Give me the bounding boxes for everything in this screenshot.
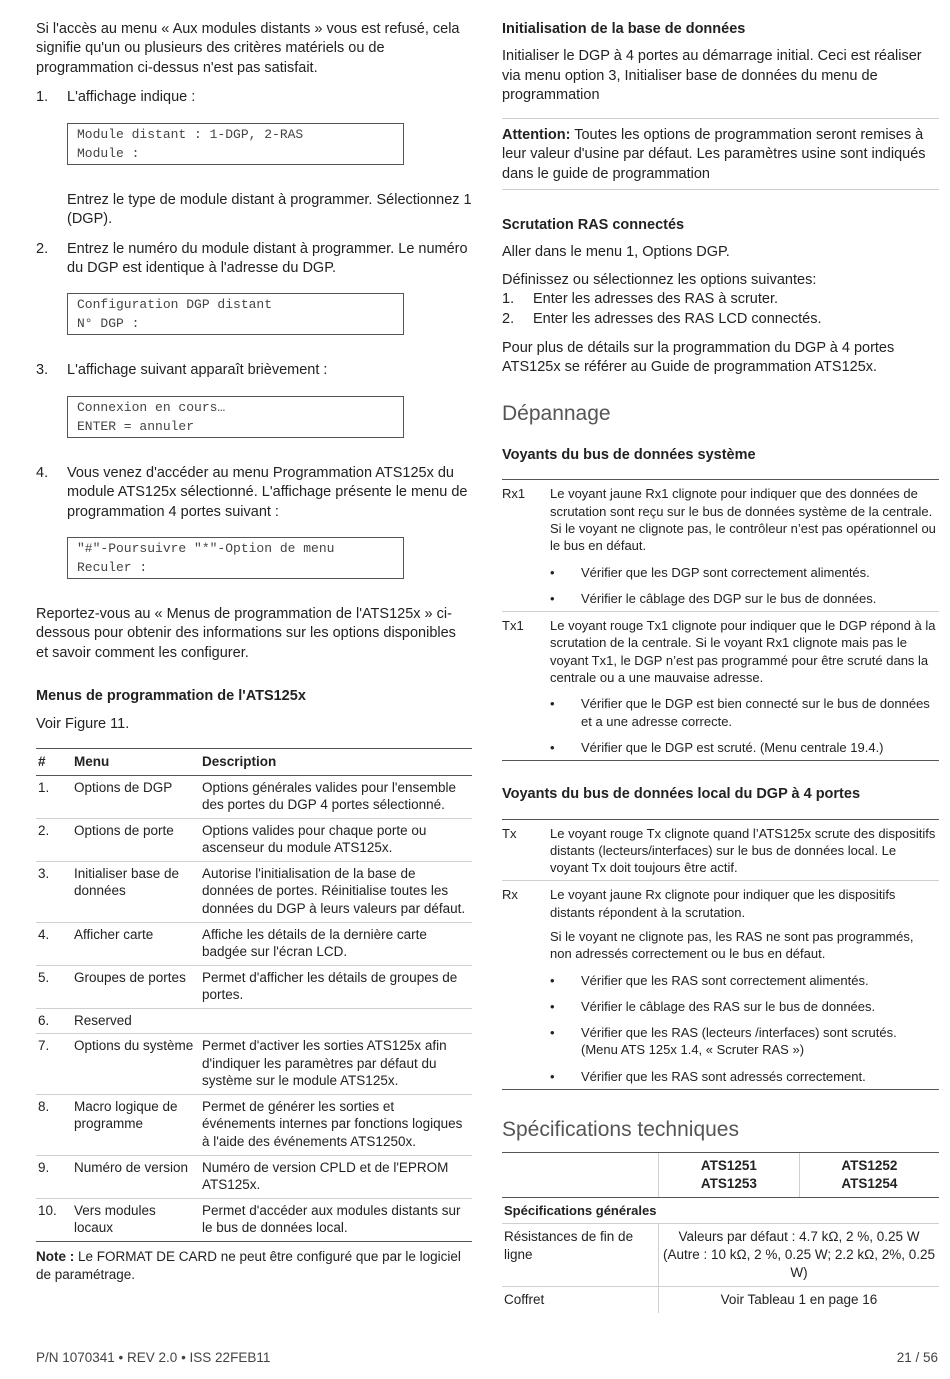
step-number: 3. <box>36 362 49 379</box>
row-description <box>200 1008 472 1034</box>
ras-more: Pour plus de détails sur la programmation du DGP à 4 portes ATS125x se référer au Guide de programmation ATS125x. <box>502 340 895 376</box>
led-text: Le voyant jaune Rx1 clignote pour indiquer que des données de scrutation sont reçu sur le bus de données système de la centrale. Si le voyant ne clignote pas, le contrôleur n’est pas opérationnel ou le bus en défaut. <box>550 486 936 554</box>
step-text: L'affichage indique : <box>67 89 196 106</box>
bullet-item <box>550 1068 937 1085</box>
row-number: 8. <box>36 1094 72 1155</box>
spec-subheader-row <box>502 1197 939 1223</box>
led-description <box>550 819 939 881</box>
led-text: Le voyant rouge Tx clignote quand l’ATS125x scrute des dispositifs distants (lecteurs/interfaces) sur le bus de données local. Le voyant Tx doit toujours être actif. <box>550 825 936 876</box>
led-description <box>550 480 939 612</box>
col-header-menu: Menu <box>72 749 200 776</box>
step-number: 1. <box>36 89 49 106</box>
row-description: Autorise l'initialisation de la base de données de portes. Réinitialise toutes les données du DGP à leurs valeurs par défaut. <box>200 861 472 922</box>
item-number: 1. <box>502 291 515 308</box>
lcd-display-2: Configuration DGP distant N° DGP : <box>67 293 404 335</box>
row-number: 6. <box>36 1008 72 1034</box>
bullet-item <box>550 1024 937 1059</box>
spec-value: Voir Tableau 1 en page 16 <box>659 1287 940 1313</box>
bullet-text: Vérifier que les RAS (lecteurs /interfaces) sont scrutés. (Menu ATS 125x 1.4, « Scruter RAS ») <box>581 1025 897 1058</box>
item-text: Enter les adresses des RAS LCD connectés. <box>533 310 822 327</box>
step-text: L'affichage suivant apparaît brièvement : <box>67 362 328 379</box>
bullet-text: Vérifier que les DGP sont correctement alimentés. <box>581 564 870 580</box>
spec-subheader: Spécifications générales <box>502 1197 939 1223</box>
led-code: Tx1 <box>502 612 550 761</box>
note <box>36 1248 472 1284</box>
table-row <box>36 1008 472 1034</box>
init-heading: Initialisation de la base de données <box>502 21 746 37</box>
table-row <box>36 1094 472 1155</box>
sysbus-table <box>502 479 939 761</box>
step-1-detail: Entrez le type de module distant à programmer. Sélectionnez 1 (DGP). <box>67 191 472 228</box>
table-row <box>36 775 472 818</box>
localbus-table <box>502 819 939 1090</box>
list-item <box>502 290 939 309</box>
spec-header-row <box>502 1153 939 1198</box>
bullet-item <box>550 695 937 730</box>
table-row <box>36 861 472 922</box>
footer-page-number: 21 / 56 <box>896 1350 938 1365</box>
led-text-2: Si le voyant ne clignote pas, les RAS ne sont pas programmés, non adressés correctement ou le bus en défaut. <box>550 928 914 962</box>
spec-row <box>502 1224 939 1287</box>
voir-figure: Voir Figure 11. <box>36 715 130 732</box>
table-row <box>36 922 472 965</box>
row-description: Options valides pour chaque porte ou ascenseur du module ATS125x. <box>200 818 472 861</box>
list-item <box>502 310 939 329</box>
bullet-icon: • <box>550 1068 555 1084</box>
step-number: 2. <box>36 240 49 257</box>
row-description: Numéro de version CPLD et de l'EPROM ATS125x. <box>200 1155 472 1198</box>
led-code: Tx <box>502 819 550 881</box>
bullet-icon: • <box>550 739 555 755</box>
bullet-text: Vérifier que le DGP est scruté. (Menu centrale 19.4.) <box>581 739 884 755</box>
step-number: 4. <box>36 464 49 481</box>
row-description: Permet d'afficher les détails de groupes de portes. <box>200 965 472 1008</box>
row-menu: Options de DGP <box>72 775 200 818</box>
table-row <box>36 965 472 1008</box>
bullet-icon: • <box>550 972 555 988</box>
table-row <box>36 818 472 861</box>
col-header-num: # <box>36 749 72 776</box>
ras-text-2: Définissez ou sélectionnez les options suivantes: <box>502 271 817 288</box>
led-row <box>502 881 939 1090</box>
localbus-heading: Voyants du bus de données local du DGP à 4 portes <box>502 786 861 803</box>
led-row <box>502 480 939 612</box>
step-4 <box>36 464 472 522</box>
bullet-text: Vérifier le câblage des DGP sur le bus de données. <box>581 590 877 606</box>
spec-header-empty <box>502 1153 659 1198</box>
spec-row <box>502 1287 939 1313</box>
row-number: 7. <box>36 1034 72 1095</box>
row-number: 10. <box>36 1198 72 1241</box>
bullet-item <box>550 998 937 1015</box>
led-row <box>502 612 939 761</box>
menus-heading: Menus de programmation de l'ATS125x <box>36 688 306 705</box>
row-description: Options générales valides pour l'ensemble des portes du DGP 4 portes sélectionné. <box>200 775 472 818</box>
step-text: Entrez le numéro du module distant à programmer. Le numéro du DGP est identique à l'adresse du DGP. <box>67 240 468 276</box>
led-text: Le voyant rouge Tx1 clignote pour indiquer que le DGP répond à la scrutation de la centrale. Si le voyant Rx1 clignote mais pas le voyant Tx1, le DGP n’est pas programmé pour être scruté dans la centrale ou a une mauvaise adresse. <box>550 618 936 685</box>
row-number: 4. <box>36 922 72 965</box>
row-menu: Options de porte <box>72 818 200 861</box>
row-number: 5. <box>36 965 72 1008</box>
table-row <box>36 1034 472 1095</box>
spec-value: Valeurs par défaut : 4.7 kΩ, 2 %, 0.25 W (Autre : 10 kΩ, 2 %, 0.25 W; 2.2 kΩ, 2%, 0.25 W) <box>659 1224 940 1287</box>
table-row <box>36 1198 472 1241</box>
item-text: Enter les adresses des RAS à scruter. <box>533 291 778 308</box>
spec-heading: Spécifications techniques <box>502 1117 739 1141</box>
row-menu: Numéro de version <box>72 1155 200 1198</box>
spec-col-2: ATS1252 ATS1254 <box>799 1153 939 1198</box>
row-number: 2. <box>36 818 72 861</box>
item-number: 2. <box>502 310 515 327</box>
ras-heading: Scrutation RAS connectés <box>502 216 685 233</box>
sysbus-heading: Voyants du bus de données système <box>502 447 756 464</box>
bullet-text: Vérifier que les RAS sont correctement alimentés. <box>581 972 869 988</box>
row-menu: Afficher carte <box>72 922 200 965</box>
right-column <box>502 20 939 1313</box>
row-number: 9. <box>36 1155 72 1198</box>
bullet-item <box>550 564 937 581</box>
row-menu: Macro logique de programme <box>72 1094 200 1155</box>
row-menu: Options du système <box>72 1034 200 1095</box>
bullet-icon: • <box>550 564 555 580</box>
footer-part-number: P/N 1070341 • REV 2.0 • ISS 22FEB11 <box>36 1350 271 1365</box>
row-description: Affiche les détails de la dernière carte badgée sur l'écran LCD. <box>200 922 472 965</box>
row-menu: Vers modules locaux <box>72 1198 200 1241</box>
bullet-text: Vérifier que le DGP est bien connecté sur le bus de données et a une adresse correcte. <box>581 696 930 729</box>
menu-table-header <box>36 749 472 776</box>
note-text: Le FORMAT DE CARD ne peut être configuré que par le logiciel de paramétrage. <box>36 1248 461 1282</box>
bullet-item <box>550 739 937 756</box>
led-description <box>550 612 939 761</box>
step-text: Vous venez d'accéder au menu Programmation ATS125x du module ATS125x sélectionné. L'affichage présente le menu de programmation 4 portes suivant : <box>67 464 468 520</box>
lcd-display-1: Module distant : 1-DGP, 2-RAS Module : <box>67 123 404 165</box>
bullet-icon: • <box>550 590 555 606</box>
spec-label: Coffret <box>504 1292 545 1308</box>
intro-paragraph: Si l'accès au menu « Aux modules distants » vous est refusé, cela signifie qu'un ou plusieurs des critères matériels ou de programmation ci-dessus n'est pas satisfait. <box>36 21 460 76</box>
row-menu: Groupes de portes <box>72 965 200 1008</box>
attention-box <box>502 118 939 190</box>
depannage-heading: Dépannage <box>502 401 611 425</box>
bullet-icon: • <box>550 1025 555 1041</box>
menu-table <box>36 748 472 1242</box>
bullet-item <box>550 590 937 607</box>
note-label: Note : <box>36 1248 75 1264</box>
bullet-text: Vérifier que les RAS sont adressés correctement. <box>581 1068 866 1084</box>
spec-col-1: ATS1251 ATS1253 <box>659 1153 800 1198</box>
left-column <box>36 20 472 1284</box>
row-menu: Initialiser base de données <box>72 861 200 922</box>
lcd-display-3: Connexion en cours… ENTER = annuler <box>67 396 404 438</box>
row-description: Permet de générer les sorties et événements internes par fonctions logiques à l'aide des événements ATS1250x. <box>200 1094 472 1155</box>
row-number: 3. <box>36 861 72 922</box>
init-text: Initialiser le DGP à 4 portes au démarrage initial. Ceci est réaliser via menu option 3, Initialiser base de données du menu de programmation <box>502 48 922 104</box>
row-number: 1. <box>36 775 72 818</box>
report-paragraph: Reportez-vous au « Menus de programmation de l'ATS125x » ci-dessous pour obtenir des informations sur les options disponibles et savoir comment les configurer. <box>36 606 456 661</box>
ras-text-1: Aller dans le menu 1, Options DGP. <box>502 244 730 261</box>
row-menu: Reserved <box>72 1008 200 1034</box>
bullet-icon: • <box>550 998 555 1014</box>
spec-table <box>502 1152 939 1313</box>
row-description: Permet d'accéder aux modules distants sur le bus de données local. <box>200 1198 472 1241</box>
lcd-display-4: "#"-Poursuivre "*"-Option de menu Reculer : <box>67 537 404 579</box>
led-text: Le voyant jaune Rx clignote pour indiquer que les dispositifs distants répondent à la scrutation. <box>550 887 896 920</box>
step-1 <box>36 88 472 107</box>
bullet-item <box>550 972 937 989</box>
step-3 <box>36 361 472 380</box>
led-description <box>550 881 939 1090</box>
led-row <box>502 819 939 881</box>
table-row <box>36 1155 472 1198</box>
attention-label: Attention: <box>502 126 571 143</box>
bullet-text: Vérifier le câblage des RAS sur le bus de données. <box>581 998 876 1014</box>
spec-label: Résistances de fin de ligne <box>502 1224 659 1287</box>
row-description: Permet d'activer les sorties ATS125x afin d'indiquer les paramètres par défaut du système sur le module ATS125x. <box>200 1034 472 1095</box>
step-2 <box>36 240 472 279</box>
led-code: Rx1 <box>502 480 550 612</box>
led-code: Rx <box>502 881 550 1090</box>
bullet-icon: • <box>550 696 555 712</box>
ras-list <box>502 290 939 329</box>
col-header-description: Description <box>200 749 472 776</box>
attention-text: Toutes les options de programmation seront remises à leur valeur d'usine par défaut. Les paramètres usine sont indiqués dans le guide de programmation <box>502 126 926 182</box>
